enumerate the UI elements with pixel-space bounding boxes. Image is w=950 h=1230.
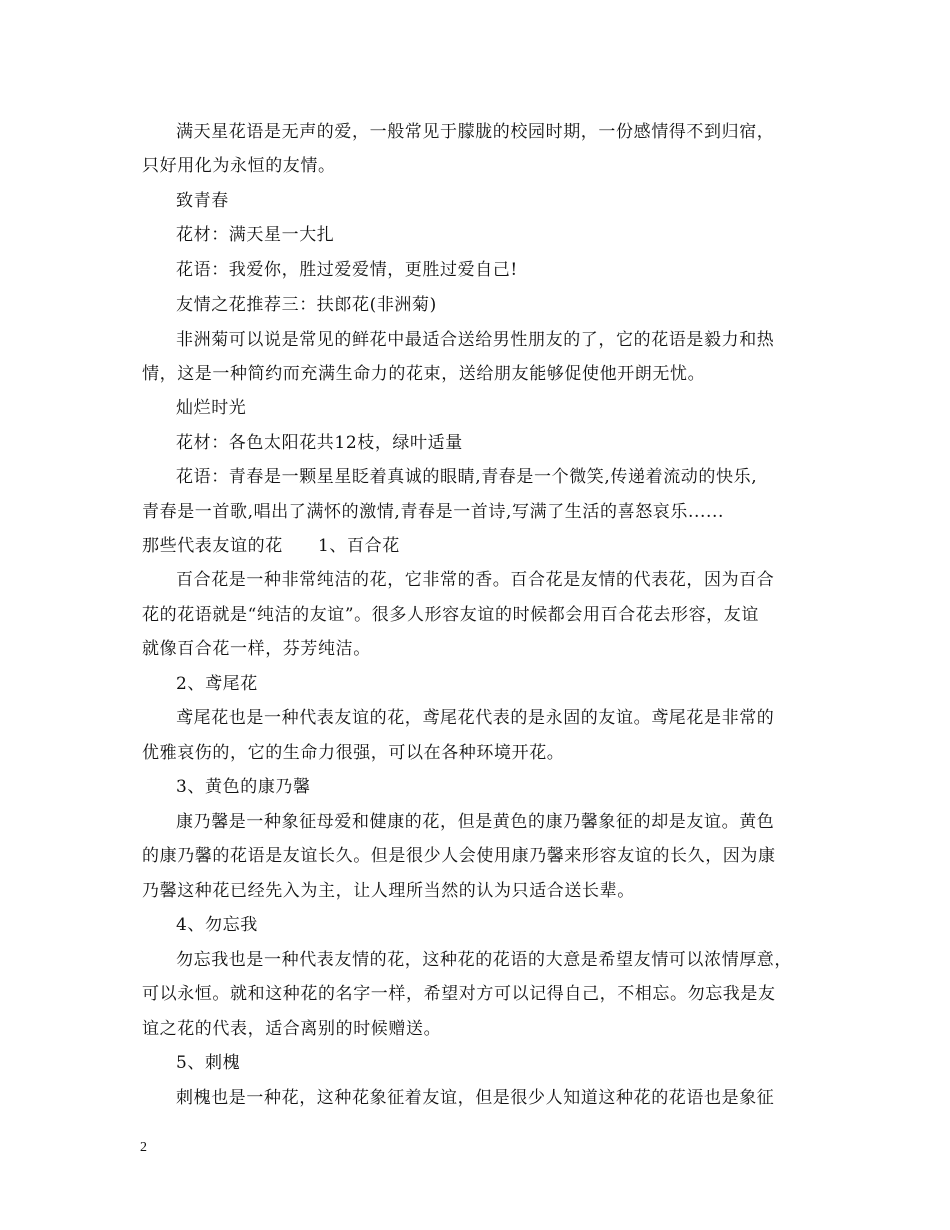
section-heading: 2、鸢尾花 [176,674,258,694]
paragraph-line: 鸢尾花也是一种代表友谊的花，鸢尾花代表的是永固的友谊。鸢尾花是非常的 [176,708,775,728]
paragraph-line: 就像百合花一样，芬芳纯洁。 [142,639,371,659]
section-heading: 那些代表友谊的花 1、百合花 [142,536,400,556]
paragraph-line: 花材：满天星一大扎 [176,225,335,245]
paragraph-line: 刺槐也是一种花，这种花象征着友谊，但是很少人知道这种花的花语也是象征 [176,1088,775,1108]
paragraph-line: 勿忘我也是一种代表友情的花，这种花的花语的大意是希望友情可以浓情厚意， [176,950,792,970]
section-heading: 灿烂时光 [176,398,247,418]
paragraph-line: 青春是一首歌,唱出了满怀的激情,青春是一首诗,写满了生活的喜怒哀乐...... [142,502,725,522]
section-heading: 友情之花推荐三：扶郎花(非洲菊) [176,295,437,315]
section-heading: 4、勿忘我 [176,915,258,935]
paragraph-line: 花的花语就是“纯洁的友谊”。很多人形容友谊的时候都会用百合花去形容，友谊 [142,605,759,625]
paragraph-line: 花材：各色太阳花共12枝，绿叶适量 [176,433,463,453]
paragraph-line: 情，这是一种简约而充满生命力的花束，送给朋友能够促使他开朗无忧。 [142,364,706,384]
section-heading: 5、刺槐 [176,1053,241,1073]
paragraph-line: 可以永恒。就和这种花的名字一样，希望对方可以记得自己，不相忘。勿忘我是友 [142,984,776,1004]
paragraph-line: 花语：我爱你，胜过爱爱情，更胜过爱自己! [176,260,518,280]
paragraph-line: 的康乃馨的花语是友谊长久。但是很少人会使用康乃馨来形容友谊的长久，因为康 [142,846,776,866]
paragraph-line: 乃馨这种花已经先入为主，让人理所当然的认为只适合送长辈。 [142,881,635,901]
paragraph-line: 康乃馨是一种象征母爱和健康的花，但是黄色的康乃馨象征的却是友谊。黄色 [176,812,775,832]
paragraph-line: 花语：青春是一颗星星眨着真诚的眼睛,青春是一个微笑,传递着流动的快乐, [176,467,758,487]
page-number: 2 [140,1140,147,1155]
paragraph-line: 百合花是一种非常纯洁的花，它非常的香。百合花是友情的代表花，因为百合 [176,570,775,590]
paragraph-line: 优雅哀伤的，它的生命力很强，可以在各种环境开花。 [142,743,565,763]
section-heading: 致青春 [176,191,229,211]
section-heading: 3、黄色的康乃馨 [176,777,311,797]
paragraph-line: 只好用化为永恒的友情。 [142,156,336,176]
paragraph-line: 非洲菊可以说是常见的鲜花中最适合送给男性朋友的了，它的花语是毅力和热 [176,330,775,350]
paragraph-line: 满天星花语是无声的爱，一般常见于朦胧的校园时期，一份感情得不到归宿， [176,122,775,142]
paragraph-line: 谊之花的代表，适合离别的时候赠送。 [142,1019,442,1039]
